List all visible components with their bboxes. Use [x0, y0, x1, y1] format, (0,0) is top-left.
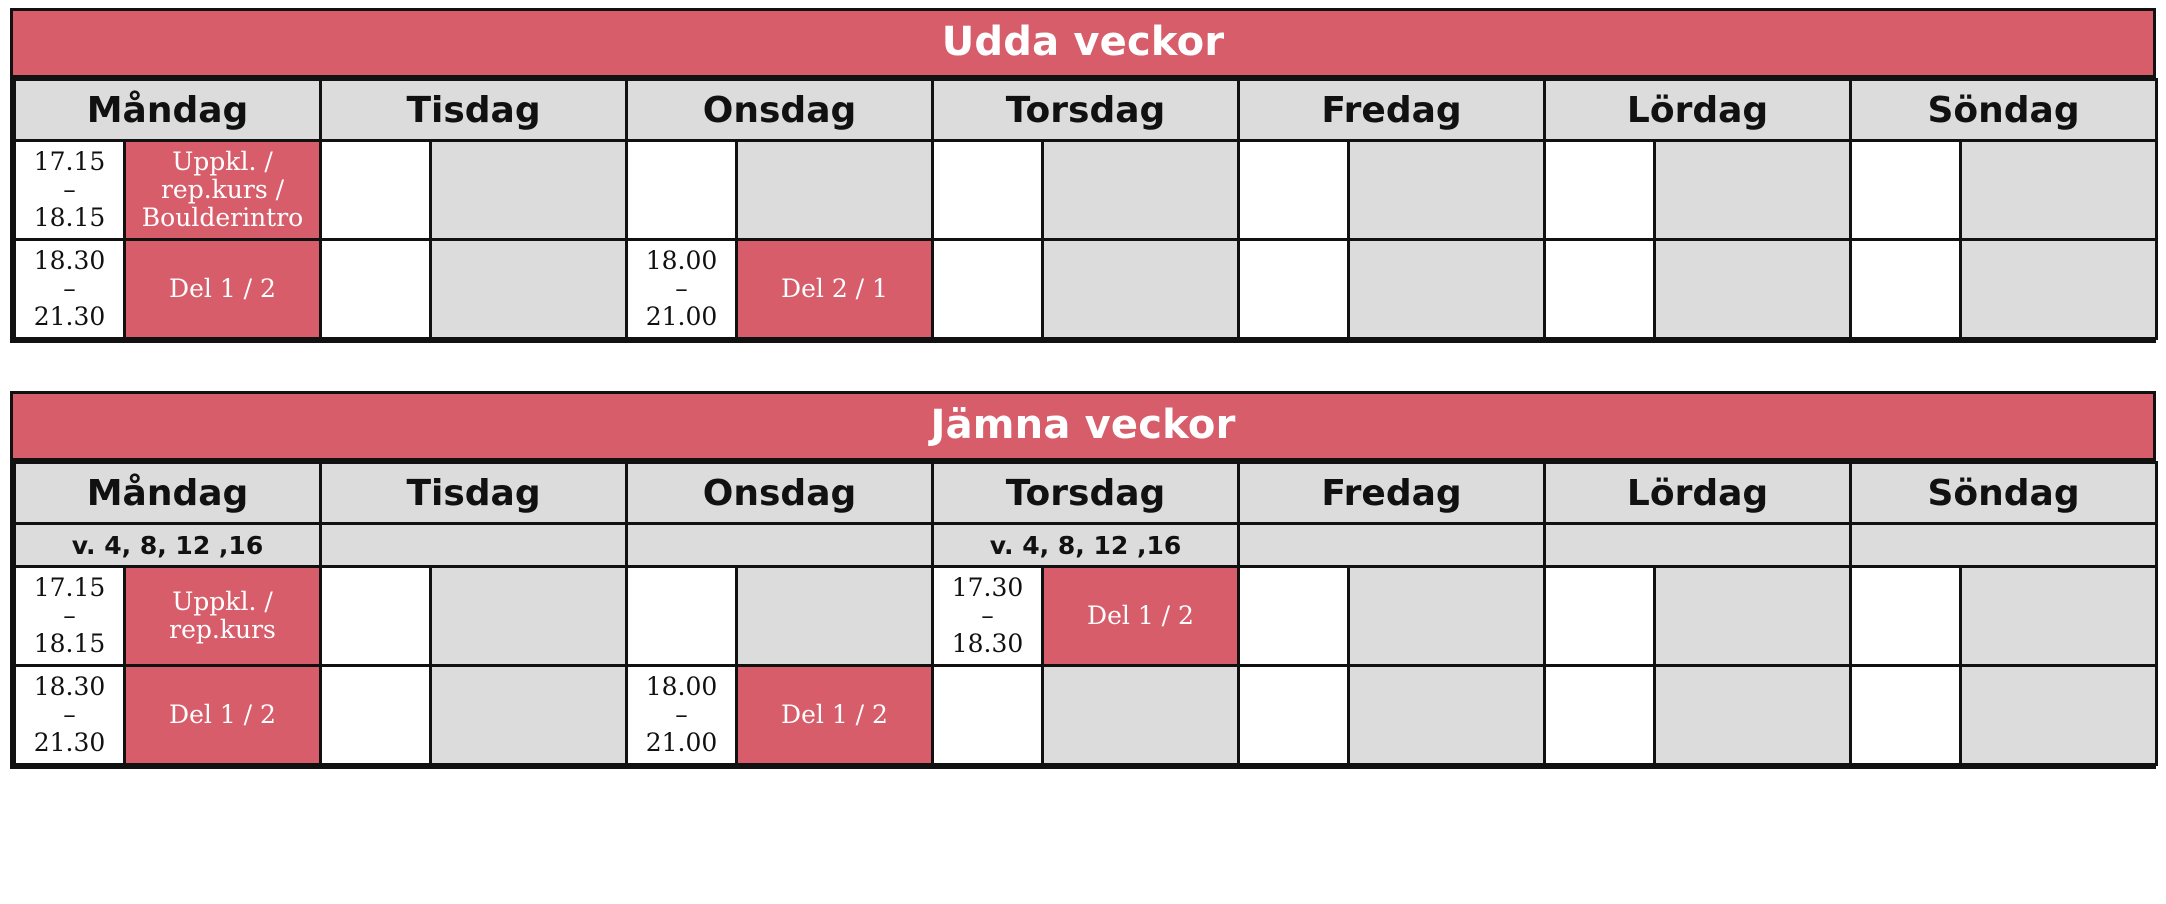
empty-activity-cell — [1961, 141, 2157, 240]
session-time-line: 21.00 — [645, 728, 718, 757]
schedule-row — [15, 524, 2157, 567]
week-note — [1545, 524, 1851, 567]
day-header: Måndag — [15, 463, 321, 524]
session-activity-line: Uppkl. / — [172, 587, 273, 616]
week-note — [627, 524, 933, 567]
schedule-title: Jämna veckor — [13, 394, 2153, 461]
session-time-line: 18.15 — [33, 203, 106, 232]
session-time — [15, 567, 125, 666]
empty-time-cell — [1545, 240, 1655, 339]
session-activity-line: Del 2 / 1 — [781, 274, 888, 303]
week-note — [1239, 524, 1545, 567]
empty-time-cell — [321, 567, 431, 666]
schedule-row — [15, 240, 2157, 339]
empty-time-cell — [1545, 567, 1655, 666]
empty-activity-cell — [1655, 240, 1851, 339]
session-activity — [125, 666, 321, 765]
empty-activity-cell — [431, 666, 627, 765]
session-activity — [737, 240, 933, 339]
session-time-line: 21.30 — [33, 302, 106, 331]
empty-activity-cell — [1655, 666, 1851, 765]
day-header: Torsdag — [933, 80, 1239, 141]
empty-activity-cell — [1043, 240, 1239, 339]
empty-time-cell — [627, 567, 737, 666]
day-header: Onsdag — [627, 463, 933, 524]
session-time-line: – — [63, 700, 76, 729]
empty-activity-cell — [431, 141, 627, 240]
empty-activity-cell — [737, 567, 933, 666]
session-time-line: 17.30 — [951, 573, 1024, 602]
session-activity-line: Del 1 / 2 — [1087, 601, 1194, 630]
empty-activity-cell — [1655, 567, 1851, 666]
session-activity — [125, 567, 321, 666]
schedule-table — [13, 461, 2158, 766]
empty-activity-cell — [431, 240, 627, 339]
session-time-line: 18.00 — [645, 246, 718, 275]
schedule-row — [15, 567, 2157, 666]
day-header: Måndag — [15, 80, 321, 141]
empty-time-cell — [1851, 666, 1961, 765]
empty-time-cell — [321, 141, 431, 240]
session-time-line: 17.15 — [33, 573, 106, 602]
session-activity-line: Boulderintro — [141, 203, 304, 232]
day-header: Torsdag — [933, 463, 1239, 524]
empty-time-cell — [1239, 240, 1349, 339]
session-time-line: 18.30 — [951, 629, 1024, 658]
session-activity — [737, 666, 933, 765]
empty-time-cell — [933, 141, 1043, 240]
session-activity-line: Del 1 / 2 — [169, 700, 276, 729]
empty-time-cell — [627, 141, 737, 240]
session-time-line: – — [63, 601, 76, 630]
session-time-line: – — [63, 175, 76, 204]
session-time — [15, 666, 125, 765]
session-time-line: – — [675, 700, 688, 729]
week-note: v. 4, 8, 12 ,16 — [933, 524, 1239, 567]
session-activity — [125, 240, 321, 339]
empty-time-cell — [1851, 240, 1961, 339]
day-header: Tisdag — [321, 463, 627, 524]
day-header: Söndag — [1851, 80, 2157, 141]
empty-time-cell — [1851, 567, 1961, 666]
session-time-line: 18.00 — [645, 672, 718, 701]
schedule-row — [15, 666, 2157, 765]
schedule-table — [13, 78, 2158, 340]
empty-activity-cell — [1349, 240, 1545, 339]
session-time — [627, 240, 737, 339]
empty-activity-cell — [1655, 141, 1851, 240]
empty-activity-cell — [431, 567, 627, 666]
empty-time-cell — [1239, 567, 1349, 666]
empty-activity-cell — [1349, 141, 1545, 240]
session-activity-line: rep.kurs — [169, 615, 276, 644]
session-time-line: 21.00 — [645, 302, 718, 331]
day-header: Lördag — [1545, 463, 1851, 524]
session-time — [933, 567, 1043, 666]
empty-time-cell — [1239, 141, 1349, 240]
session-time-line: 18.30 — [33, 246, 106, 275]
empty-time-cell — [1545, 666, 1655, 765]
empty-activity-cell — [737, 141, 933, 240]
empty-time-cell — [933, 240, 1043, 339]
empty-time-cell — [933, 666, 1043, 765]
empty-activity-cell — [1043, 666, 1239, 765]
week-note — [1851, 524, 2157, 567]
session-time-line: – — [63, 274, 76, 303]
empty-time-cell — [1851, 141, 1961, 240]
session-activity-line: Del 1 / 2 — [781, 700, 888, 729]
session-activity-line: rep.kurs / — [160, 175, 285, 204]
schedules-container — [10, 8, 2156, 769]
empty-time-cell — [1545, 141, 1655, 240]
empty-time-cell — [321, 666, 431, 765]
session-activity — [1043, 567, 1239, 666]
day-header: Tisdag — [321, 80, 627, 141]
session-time — [627, 666, 737, 765]
session-activity — [125, 141, 321, 240]
empty-activity-cell — [1961, 240, 2157, 339]
empty-activity-cell — [1961, 666, 2157, 765]
session-time-line: – — [981, 601, 994, 630]
session-time — [15, 240, 125, 339]
schedule-title: Udda veckor — [13, 11, 2153, 78]
session-time-line: 17.15 — [33, 147, 106, 176]
session-time-line: 18.15 — [33, 629, 106, 658]
session-activity-line: Uppkl. / — [172, 147, 273, 176]
day-header: Fredag — [1239, 463, 1545, 524]
session-time-line: 21.30 — [33, 728, 106, 757]
session-time — [15, 141, 125, 240]
session-activity-line: Del 1 / 2 — [169, 274, 276, 303]
empty-time-cell — [1239, 666, 1349, 765]
schedule-row — [15, 141, 2157, 240]
empty-time-cell — [321, 240, 431, 339]
schedule-block — [10, 391, 2156, 769]
day-header: Fredag — [1239, 80, 1545, 141]
session-time-line: 18.30 — [33, 672, 106, 701]
empty-activity-cell — [1349, 666, 1545, 765]
week-note — [321, 524, 627, 567]
schedule-block — [10, 8, 2156, 343]
empty-activity-cell — [1349, 567, 1545, 666]
empty-activity-cell — [1961, 567, 2157, 666]
session-time-line: – — [675, 274, 688, 303]
day-header: Lördag — [1545, 80, 1851, 141]
day-header: Onsdag — [627, 80, 933, 141]
week-note: v. 4, 8, 12 ,16 — [15, 524, 321, 567]
day-header: Söndag — [1851, 463, 2157, 524]
empty-activity-cell — [1043, 141, 1239, 240]
